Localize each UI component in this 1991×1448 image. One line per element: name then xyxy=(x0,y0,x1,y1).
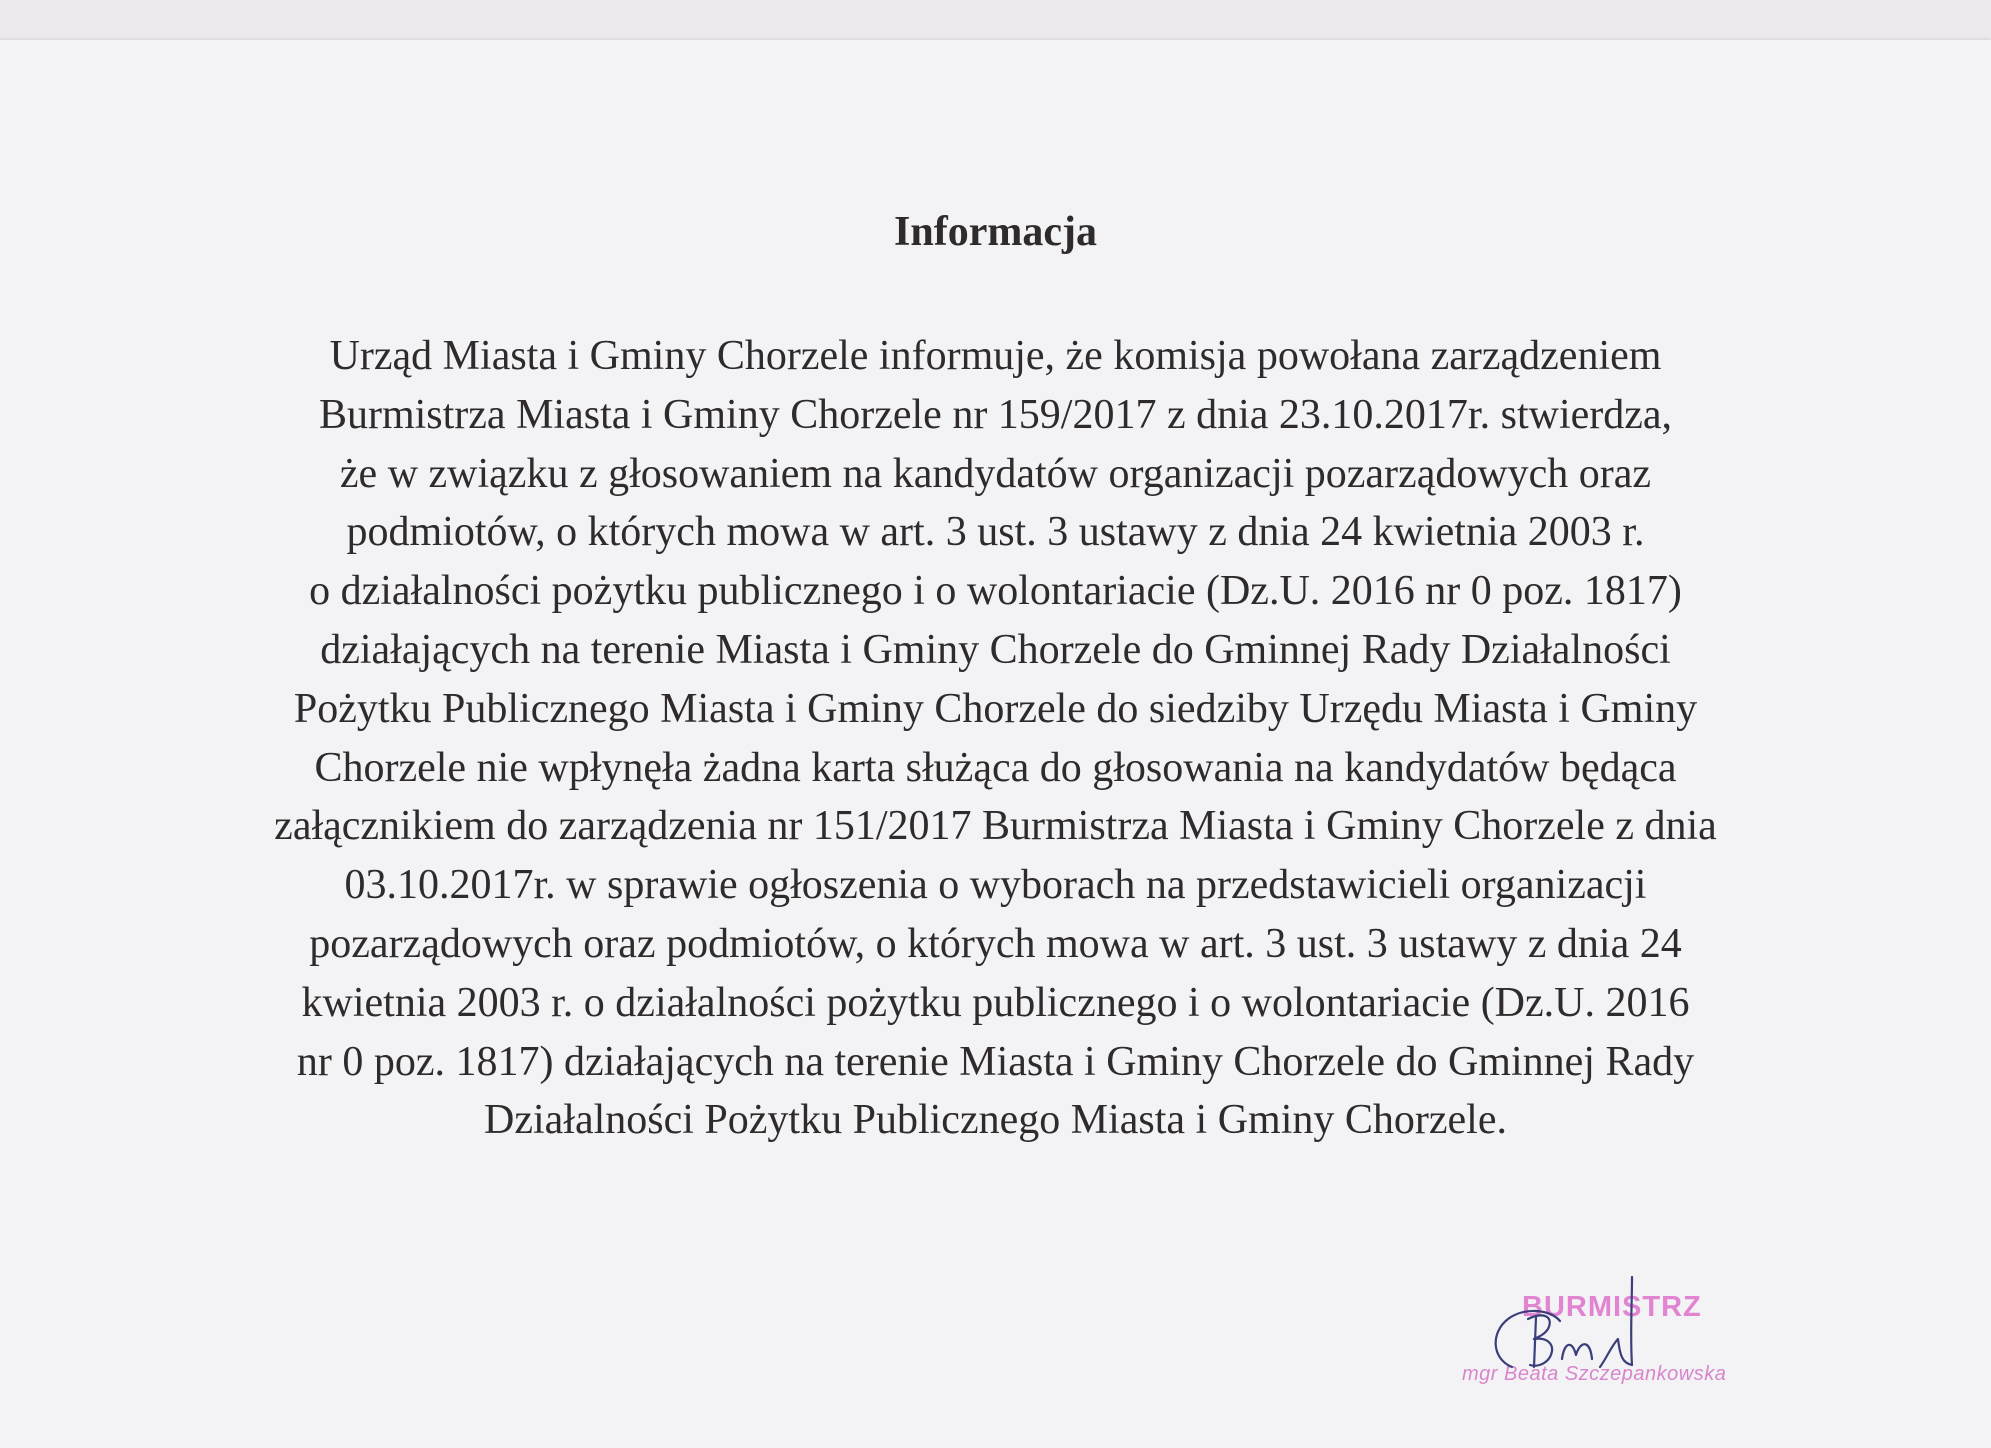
body-line: o działalności pożytku publicznego i o wolontariacie (Dz.U. 2016 nr 0 poz. 1817) xyxy=(309,568,1682,615)
body-line: pozarządowych oraz podmiotów, o których mowa w art. 3 ust. 3 ustawy z dnia 24 xyxy=(309,920,1682,967)
document-title: Informacja xyxy=(894,209,1097,255)
body-line: Urząd Miasta i Gminy Chorzele informuje, że komisja powołana zarządzeniem xyxy=(329,333,1662,379)
body-line: nr 0 poz. 1817) działających na terenie Miasta i Gminy Chorzele do Gminnej Rady xyxy=(296,1038,1695,1085)
handwritten-signature xyxy=(1450,1255,1790,1405)
body-line: Działalności Pożytku Publicznego Miasta i Gminy Chorzele. xyxy=(484,1097,1507,1144)
body-line: podmiotów, o których mowa w art. 3 ust. 3 ustawy z dnia 24 kwietnia 2003 r. xyxy=(346,509,1645,556)
official-stamp xyxy=(1450,1255,1790,1405)
stamp-name: mgr Beata Szczepankowska xyxy=(1462,1363,1727,1385)
body-line: działających na terenie Miasta i Gminy Chorzele do Gminnej Rady Działalności xyxy=(320,626,1671,673)
document-page xyxy=(0,40,1991,1448)
body-line: że w związku z głosowaniem na kandydatów organizacji pozarządowych oraz xyxy=(339,450,1652,497)
body-line: Chorzele nie wpłynęła żadna karta służąca do głosowania na kandydatów będąca xyxy=(314,744,1677,791)
body-line: kwietnia 2003 r. o działalności pożytku publicznego i o wolontariacie (Dz.U. 2016 xyxy=(301,979,1690,1026)
body-line: Pożytku Publicznego Miasta i Gminy Chorzele do siedziby Urzędu Miasta i Gminy xyxy=(293,685,1698,732)
document-body xyxy=(150,327,1841,1150)
stamp-title: BURMISTRZ xyxy=(1522,1291,1702,1323)
body-line: Burmistrza Miasta i Gminy Chorzele nr 159/2017 z dnia 23.10.2017r. stwierdza, xyxy=(318,391,1673,438)
body-line: 03.10.2017r. w sprawie ogłoszenia o wyborach na przedstawicieli organizacji xyxy=(344,862,1647,909)
body-line: załącznikiem do zarządzenia nr 151/2017 Burmistrza Miasta i Gminy Chorzele z dnia xyxy=(274,803,1717,850)
